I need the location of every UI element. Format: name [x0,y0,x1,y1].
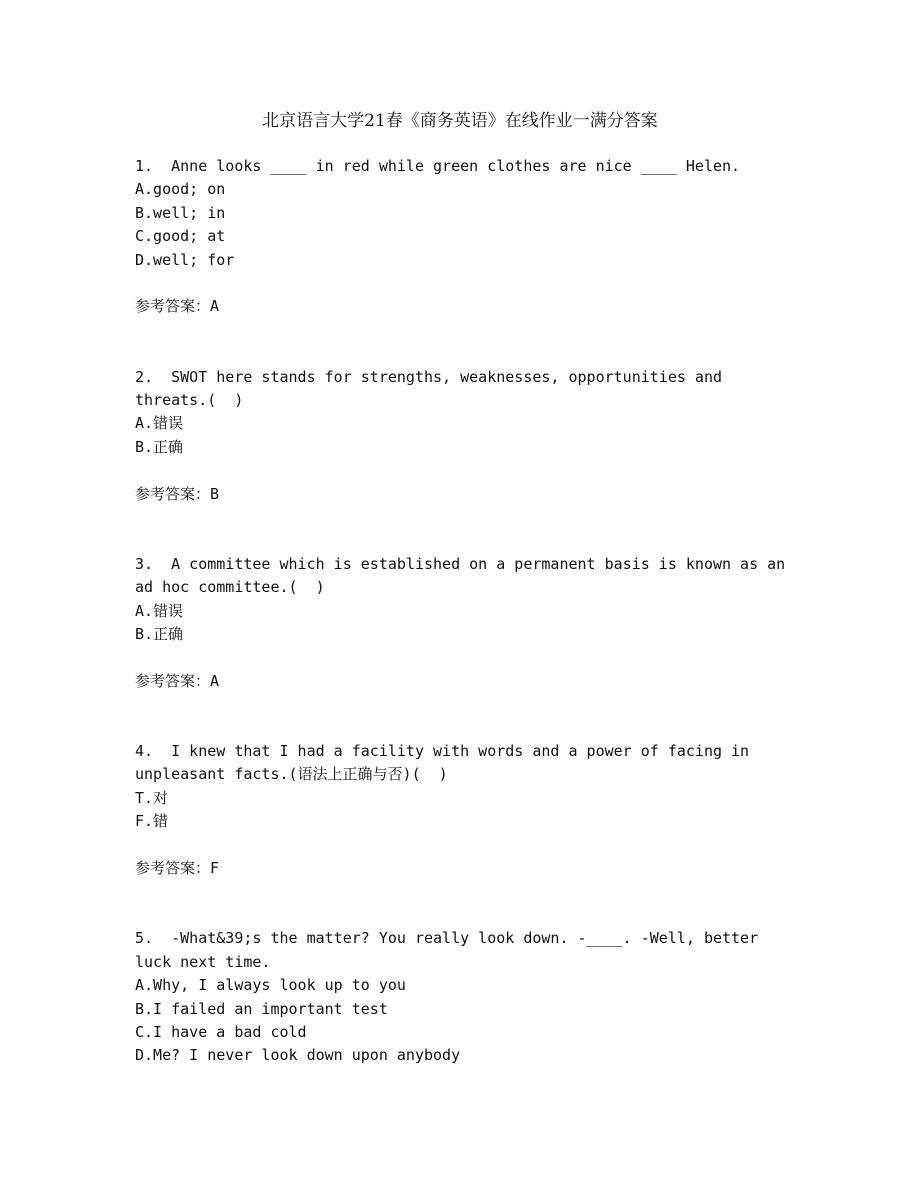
question-5 [135,927,787,1067]
document-title: 北京语言大学21春《商务英语》在线作业一满分答案 [262,111,658,131]
option: A.错误 [135,601,184,620]
answer-value: F [210,859,220,878]
answer-label: 参考答案： [135,859,211,878]
option: A.错误 [135,414,184,433]
question-2 [135,366,787,506]
option: B.I failed an important test [135,999,388,1018]
answer-label: 参考答案： [135,484,211,503]
option: A.Why, I always look up to you [135,976,406,995]
question-3 [135,553,795,693]
reference-answer [135,483,787,506]
option: A.good; on [135,180,226,199]
question-text: 5. -What&39;s the matter? You really look down. -____. -Well, better luck next time. [135,929,768,971]
question-text: 3. A committee which is established on a permanent basis is known as an ad hoc committee.( ) [135,554,795,597]
option: C.good; at [135,227,226,246]
answer-label: 参考答案： [135,297,211,316]
question-1 [135,155,787,319]
option: B.well; in [135,203,226,222]
answer-value: A [210,297,220,316]
option: D.well; for [135,250,235,269]
option: C.I have a bad cold [135,1022,307,1041]
question-4 [135,740,787,880]
option: T.对 [135,788,169,807]
answer-value: A [210,671,220,690]
answer-value: B [210,484,220,503]
reference-answer [135,670,787,693]
questions-list [135,155,795,1068]
question-text: 2. SWOT here stands for strengths, weaknesses, opportunities and threats.( ) [135,367,732,410]
option: D.Me? I never look down upon anybody [135,1046,461,1065]
option: B.正确 [135,625,184,644]
question-text: 4. I knew that I had a facility with words and a power of facing in unpleasant facts.(语法上正确与否)( ) [135,742,759,784]
answer-label: 参考答案： [135,671,211,690]
question-text: 1. Anne looks ____ in red while green clothes are nice ____ Helen. [135,157,741,175]
option: B.正确 [135,437,184,456]
reference-answer [135,295,787,318]
reference-answer [135,857,787,880]
option: F.错 [135,812,169,831]
